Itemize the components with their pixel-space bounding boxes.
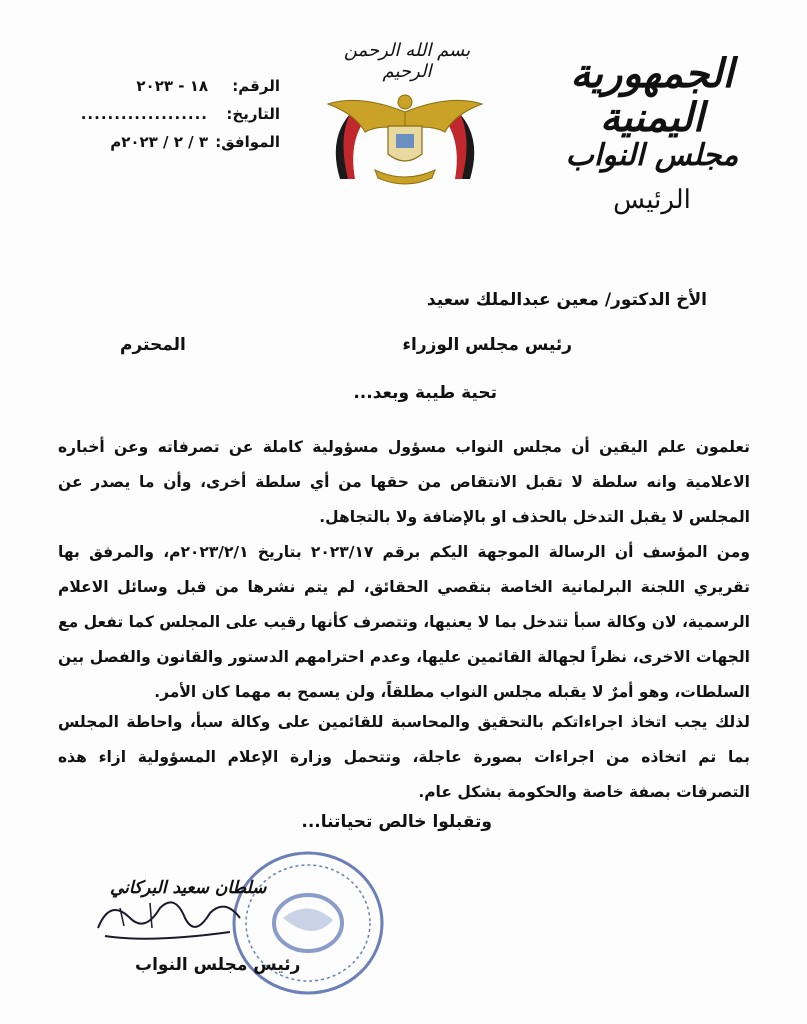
recipient-name: الأخ الدكتور/ معين عبدالملك سعيد	[426, 290, 707, 310]
reference-block	[70, 72, 280, 156]
recipient-title: رئيس مجلس الوزراء	[402, 335, 572, 355]
reference-corresponding-row	[70, 128, 280, 156]
reference-number-value: ١٨ - ٢٠٢٣	[136, 77, 208, 95]
signatory-title: رئيس مجلس النواب	[135, 955, 301, 975]
greeting: تحية طيبة وبعد...	[353, 383, 497, 403]
reference-date-label: التاريخ:	[226, 105, 280, 123]
paragraph-text: ومن المؤسف أن الرسالة الموجهة اليكم برقم ٢٠٢٣/١٧ بتاريخ ٢٠٢٣/٢/١م، والمرفق بها تقريري اللجنة البرلمانية الخاصة بتقصي الحقائق، لم يتم نشرها من قبل وسائل الاعلام الرسمية، لان وكالة سبأ تتدخل بما لا يعنيها، وتتصرف كأنها رقيب على المجلس كما تفعل مع الجهات الاخرى، نظراً لجهالة القائمين عليها، وعدم احترامهم الدستور والقانون والفصل بين السلطات، وهو أمرٌ لا يقبله مجلس النواب مطلقاً، ولن يسمح به مهما كان الأمر.	[58, 543, 750, 701]
body-paragraph-1	[58, 430, 750, 535]
letterhead	[537, 52, 767, 216]
reference-number-row	[70, 72, 280, 100]
basmala: بسم الله الرحمن الرحيم	[343, 40, 471, 82]
honorific: المحترم	[120, 335, 186, 355]
handwritten-signature	[90, 888, 250, 948]
republic-name: الجمهورية اليمنية	[570, 50, 734, 141]
yemen-emblem-icon	[320, 84, 490, 194]
council-name: مجلس النواب	[565, 138, 739, 173]
reference-corresponding-label: الموافق:	[215, 133, 280, 151]
reference-date-row	[70, 100, 280, 128]
body-paragraph-2	[58, 535, 750, 710]
office-name: الرئيس	[613, 185, 691, 215]
official-stamp-icon	[228, 848, 388, 998]
paragraph-text: تعلمون علم اليقين أن مجلس النواب مسؤول مسؤولية كاملة عن تصرفاته وعن أخباره الاعلامية وانه سلطة لا تقبل الانتقاص من حقها من أي سلطة أخرى، وأن ما يصدر عن المجلس لا يقبل التدخل بالحذف او بالإضافة ولا بالتجاهل.	[58, 438, 750, 526]
reference-date-value: ...................	[80, 105, 208, 123]
reference-corresponding-value: ٣ / ٢ / ٢٠٢٣م	[110, 133, 208, 151]
reference-number-label: الرقم:	[232, 77, 280, 95]
body-paragraph-3	[58, 705, 750, 810]
paragraph-text: لذلك يجب اتخاذ اجراءاتكم بالتحقيق والمحاسبة للقائمين على وكالة سبأ، واحاطة المجلس بما تم اتخاذه من اجراءات بصورة عاجلة، وتتحمل وزارة الإعلام المسؤولية ازاء هذه التصرفات بصفة خاصة والحكومة بشكل عام.	[58, 713, 750, 801]
closing-line: وتقبلوا خالص تحياتنا...	[301, 812, 492, 832]
signatory-name: سلطان سعيد البركاني	[110, 878, 267, 898]
